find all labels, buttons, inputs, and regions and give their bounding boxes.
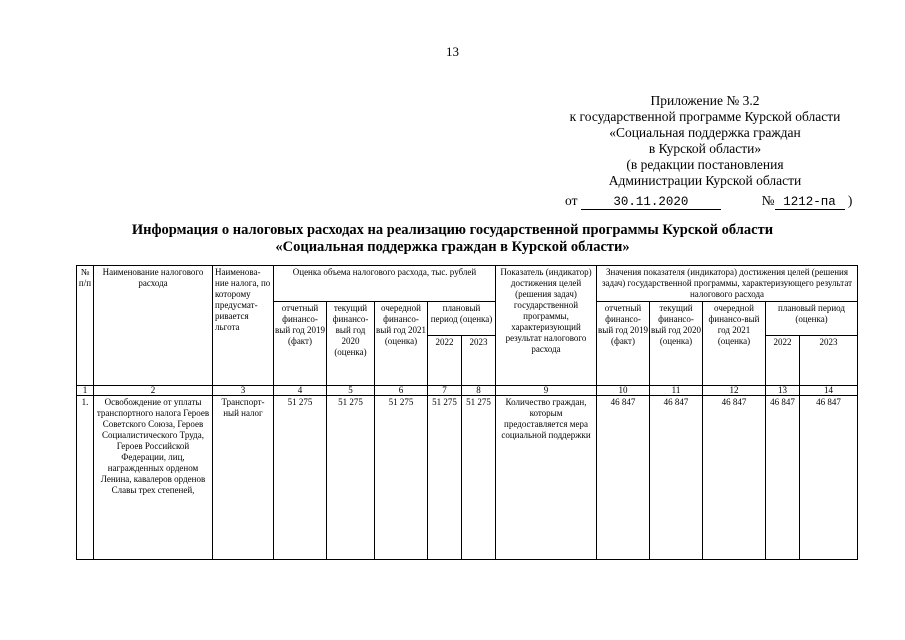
- column-number: 13: [766, 386, 800, 396]
- title-line-1: Информация о налоговых расходах на реализацию государственной программы Курской области: [131, 222, 774, 238]
- header-num: № п/п: [77, 266, 94, 386]
- header-est-2023: 2023: [462, 336, 496, 386]
- header-indicator: Показатель (индикатор) достижения целей (решения задач) государственной программы, характеризующий результат налогового расхода: [496, 266, 597, 386]
- column-number: 7: [428, 386, 462, 396]
- column-number: 4: [274, 386, 327, 396]
- column-number: 12: [703, 386, 766, 396]
- from-label: от: [565, 193, 578, 208]
- header-val-2019: отчетный финансо-вый год 2019 (факт): [597, 302, 650, 386]
- appendix-line: Приложение № 3.2: [650, 93, 760, 108]
- table-row: [77, 396, 858, 560]
- title-line-2: «Социальная поддержка граждан в Курской области»: [275, 239, 630, 255]
- header-tax: Наименова-ние налога, по которому предусмат-ривается льгота: [213, 266, 274, 386]
- resolution-date: 30.11.2020: [581, 195, 721, 210]
- column-number: 10: [597, 386, 650, 396]
- row-est-2023: 51 275: [462, 396, 496, 560]
- page-number: 13: [446, 44, 459, 59]
- appendix-line: Администрации Курской области: [608, 173, 802, 188]
- column-number: 14: [800, 386, 858, 396]
- row-est-2020: 51 275: [327, 396, 375, 560]
- document-title: [0, 222, 905, 256]
- header-est-2022: 2022: [428, 336, 462, 386]
- header-estimate-group: Оценка объема налогового расхода, тыс. рублей: [274, 266, 496, 302]
- row-est-2022: 51 275: [428, 396, 462, 560]
- column-number: 11: [650, 386, 703, 396]
- row-tax: Транспорт-ный налог: [213, 396, 274, 560]
- header-val-2023: 2023: [800, 336, 858, 386]
- header-values-group: Значения показателя (индикатора) достижения целей (решения задач) государственной программы, характеризующего результат налогового расхода: [597, 266, 858, 302]
- appendix-line: (в редакции постановления: [626, 157, 784, 172]
- tax-expenditure-table: [76, 265, 858, 560]
- column-number: 9: [496, 386, 597, 396]
- row-num: 1.: [77, 396, 94, 560]
- header-est-2020: текущий финансо-вый год 2020 (оценка): [327, 302, 375, 386]
- appendix-block: [530, 93, 880, 189]
- column-number: 5: [327, 386, 375, 396]
- appendix-line: к государственной программе Курской области: [569, 109, 841, 124]
- header-val-2022: 2022: [766, 336, 800, 386]
- header-val-2021: очередной финансо-вый год 2021 (оценка): [703, 302, 766, 386]
- row-val-2022: 46 847: [766, 396, 800, 560]
- header-name: Наименование налогового расхода: [94, 266, 213, 386]
- header-est-2021: очередной финансо-вый год 2021 (оценка): [375, 302, 428, 386]
- column-number: 8: [462, 386, 496, 396]
- column-number: 1: [77, 386, 94, 396]
- row-val-2023: 46 847: [800, 396, 858, 560]
- header-est-2019: отчетный финансо-вый год 2019 (факт): [274, 302, 327, 386]
- resolution-number: 1212-па: [775, 195, 845, 210]
- header-val-2020: текущий финансо-вый год 2020 (оценка): [650, 302, 703, 386]
- header-est-plan: плановый период (оценка): [428, 302, 496, 336]
- row-est-2019: 51 275: [274, 396, 327, 560]
- appendix-line: «Социальная поддержка граждан: [609, 125, 801, 140]
- column-number: 3: [213, 386, 274, 396]
- appendix-line: в Курской области»: [648, 141, 762, 156]
- column-number: 2: [94, 386, 213, 396]
- header-val-plan: плановый период (оценка): [766, 302, 858, 336]
- resolution-line: [565, 193, 852, 210]
- row-name: Освобождение от уплаты транспортного налога Героев Советского Союза, Героев Социалистического Труда, Героев Российской Федерации, лиц, награжденных орденом Ленина, кавалеров орденов Славы трех степеней,: [94, 396, 213, 560]
- close-paren: ): [847, 193, 853, 208]
- column-number: 6: [375, 386, 428, 396]
- number-label: №: [761, 193, 775, 208]
- row-est-2021: 51 275: [375, 396, 428, 560]
- row-indicator: Количество граждан, которым предоставляется мера социальной поддержки: [496, 396, 597, 560]
- row-val-2021: 46 847: [703, 396, 766, 560]
- row-val-2020: 46 847: [650, 396, 703, 560]
- row-val-2019: 46 847: [597, 396, 650, 560]
